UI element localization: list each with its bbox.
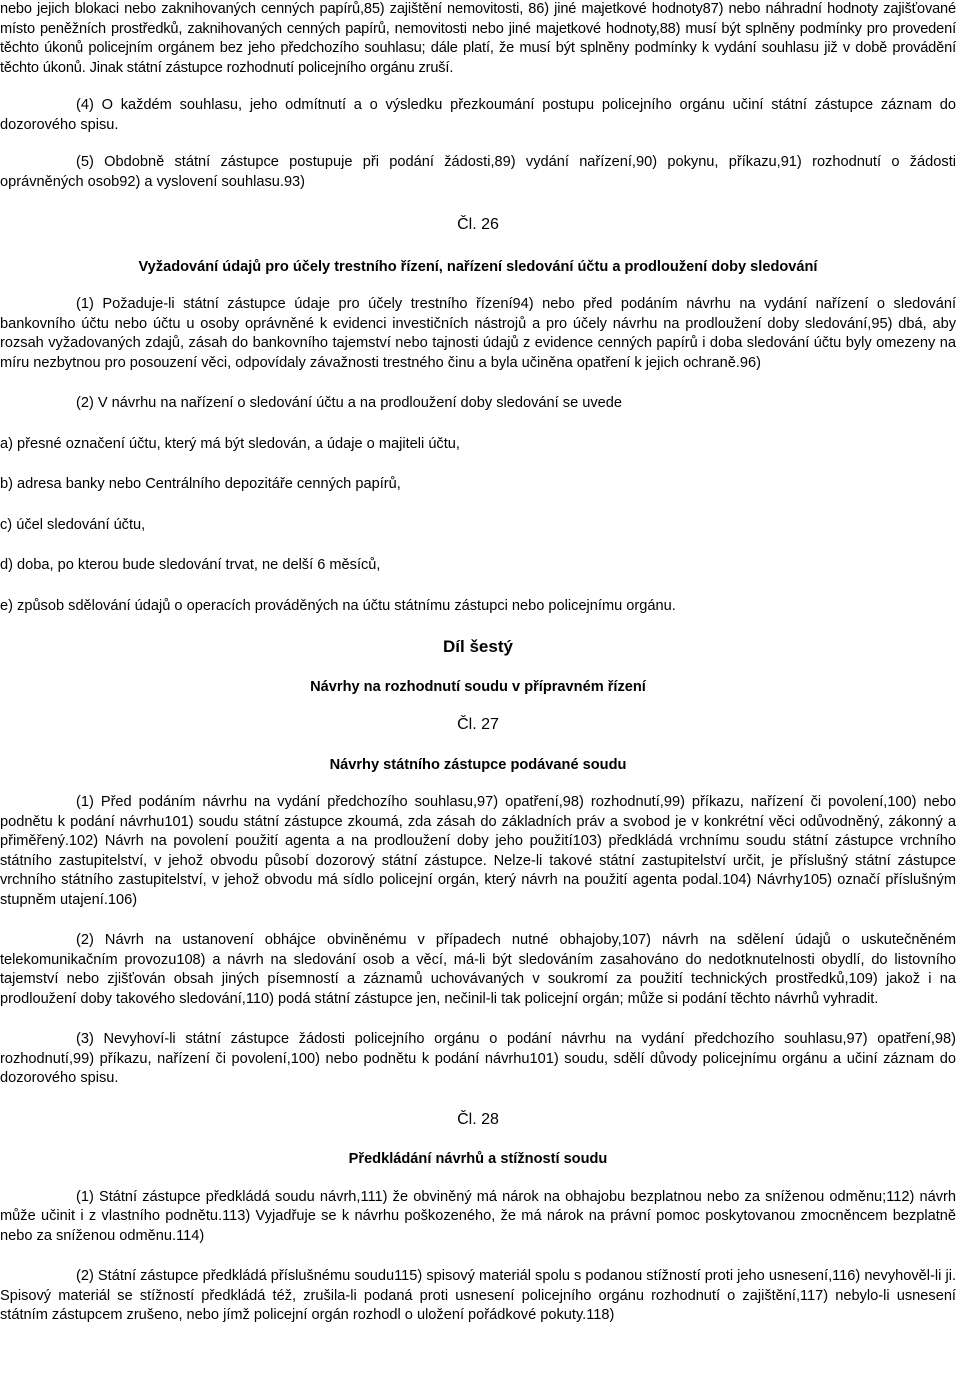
list-item-b: b) adresa banky nebo Centrálního depozitáře cenných papírů, [0, 476, 401, 492]
article-27-paragraph-2: (2) Návrh na ustanovení obhájce obviněnému v případech nutné obhajoby,107) návrh na sdělení údajů o uskutečněném telekomunikačním provozu108) a návrh na sledování osob a věcí, má-li být sledováním zasahováno do nedotknutelnosti obydlí, do listovního tajemství nebo zjišťován obsah jiných písemností a záznamů uchovávaných v soukromí za použití technických prostředků,109) jakož i na prodloužení doby takového sledování,110) podá státní zástupce jen, nečinil-li tak policejní orgán; může si podání těchto návrhů vyhradit. [0, 932, 956, 1007]
paragraph-4: (4) O každém souhlasu, jeho odmítnutí a o výsledku přezkoumání postupu policejního orgánu učiní státní zástupce záznam do dozorového spisu. [0, 97, 956, 133]
article-26-paragraph-1: (1) Požaduje-li státní zástupce údaje pro účely trestního řízení94) nebo před podáním návrhu na vydání nařízení o sledování bankovního účtu nebo účtu u osoby oprávněné k evidenci investičních nástrojů a pro účely návrhu na prodloužení doby sledování,95) dbá, aby rozsah vyžadovaných zdajů, zásah do bankovního tajemství nebo tajnosti údajů z evidence cenných papírů i doba sledování účtu byly omezeny na míru nezbytnou pro posouzení věci, odpovídaly závažnosti trestného činu a byla učiněna opatření k jejich ochraně.96) [0, 296, 956, 371]
list-item-d: d) doba, po kterou bude sledování trvat, ne delší 6 měsíců, [0, 557, 381, 573]
article-26-title: Vyžadování údajů pro účely trestního řízení, nařízení sledování účtu a prodloužení doby sledování [138, 258, 818, 275]
list-item-c: c) účel sledování účtu, [0, 516, 146, 533]
part-6-subtitle: Návrhy na rozhodnutí soudu v přípravném řízení [310, 678, 646, 695]
article-28-paragraph-2: (2) Státní zástupce předkládá příslušnému soudu115) spisový materiál spolu s podanou stížností proti jeho usnesení,116) nevyhověl-li ji. Spisový materiál se stížností předkládá též, zrušila-li podaná proti usnesení policejního orgánu rozhodnutí o zajištění,117) nebylo-li usnesení státním zástupcem zrušeno, nebo jímž policejní orgán rozhodl o uložení pořádkové pokuty.118) [0, 1268, 956, 1323]
article-26-paragraph-2: (2) V návrhu na nařízení o sledování účtu a na prodloužení doby sledování se uvede [76, 395, 623, 411]
article-27-paragraph-1: (1) Před podáním návrhu na vydání předchozího souhlasu,97) opatření,98) rozhodnutí,99) příkazu, nařízení či povolení,100) nebo podnětu k podání návrhu101) soudu státní zástupce zkoumá, zda zásah do základních práv a svobod je v konkrétní věci odůvodněný, zákonný a přiměřený.102) Návrh na povolení použití agenta a na prodloužení doby jeho použití103) předkládá vrchnímu soudu státní zástupce vrchního státního zastupitelství, v jehož obvodu působí dozorový státní zástupce. Nelze-li takové státní zastupitelství určit, je příslušný státní zástupce vrchního státního zastupitelství, v jehož obvodu má sídlo policejní orgán, který návrh na použití agenta podal.104) Návrhy105) označí příslušným stupněm utajení.106) [0, 794, 956, 908]
article-28-number: Čl. 28 [457, 1110, 499, 1128]
article-28-title: Předkládání návrhů a stížností soudu [348, 1151, 608, 1167]
article-27-number: Čl. 27 [457, 716, 499, 733]
paragraph-5: (5) Obdobně státní zástupce postupuje při podání žádosti,89) vydání nařízení,90) pokynu, příkazu,91) rozhodnutí o žádosti oprávněných osob92) a vyslovení souhlasu.93) [0, 154, 956, 190]
part-6-title: Díl šestý [443, 637, 513, 656]
article-28-paragraph-1: (1) Státní zástupce předkládá soudu návrh,111) že obviněný má nárok na obhajobu bezplatnou nebo za sníženou odměnu;112) návrh může učinit i z vlastního podnětu.113) Vyjadřuje se k návrhu poškozeného, že má nárok na právní pomoc poskytovanou zmocněncem bezplatně nebo za sníženou odměnu.114) [0, 1188, 956, 1244]
intro-paragraph: nebo jejich blokaci nebo zaknihovaných cenných papírů,85) zajištění nemovitosti, 86) jiné majetkové hodnoty87) nebo náhradní hodnoty zajišťované místo peněžních prostředků, zaknihovaných cenných papírů, nemovitosti nebo jiné majetkové hodnoty,88) musí být splněny podmínky pro provedení těchto úkonů policejním orgánem bez jeho předchozího souhlasu; dále platí, že musí být splněny podmínky k vydání souhlasu již v době provádění těchto úkonů. Jinak státní zástupce rozhodnutí policejního orgánu zruší. [0, 1, 956, 76]
article-27-title: Návrhy státního zástupce podávané soudu [329, 756, 627, 773]
list-item-e: e) způsob sdělování údajů o operacích prováděných na účtu státnímu zástupci nebo policejnímu orgánu. [0, 597, 676, 614]
list-item-a: a) přesné označení účtu, který má být sledován, a údaje o majiteli účtu, [0, 435, 460, 452]
article-27-paragraph-3: (3) Nevyhoví-li státní zástupce žádosti policejního orgánu o podání návrhu na vydání předchozího souhlasu,97) opatření,98) rozhodnutí,99) příkazu, nařízení či povolení,100) nebo podnětu k podání návrhu101) soudu, sdělí důvody policejnímu orgánu a učiní záznam do dozorového spisu. [0, 1031, 956, 1086]
article-26-number: Čl. 26 [457, 216, 499, 233]
